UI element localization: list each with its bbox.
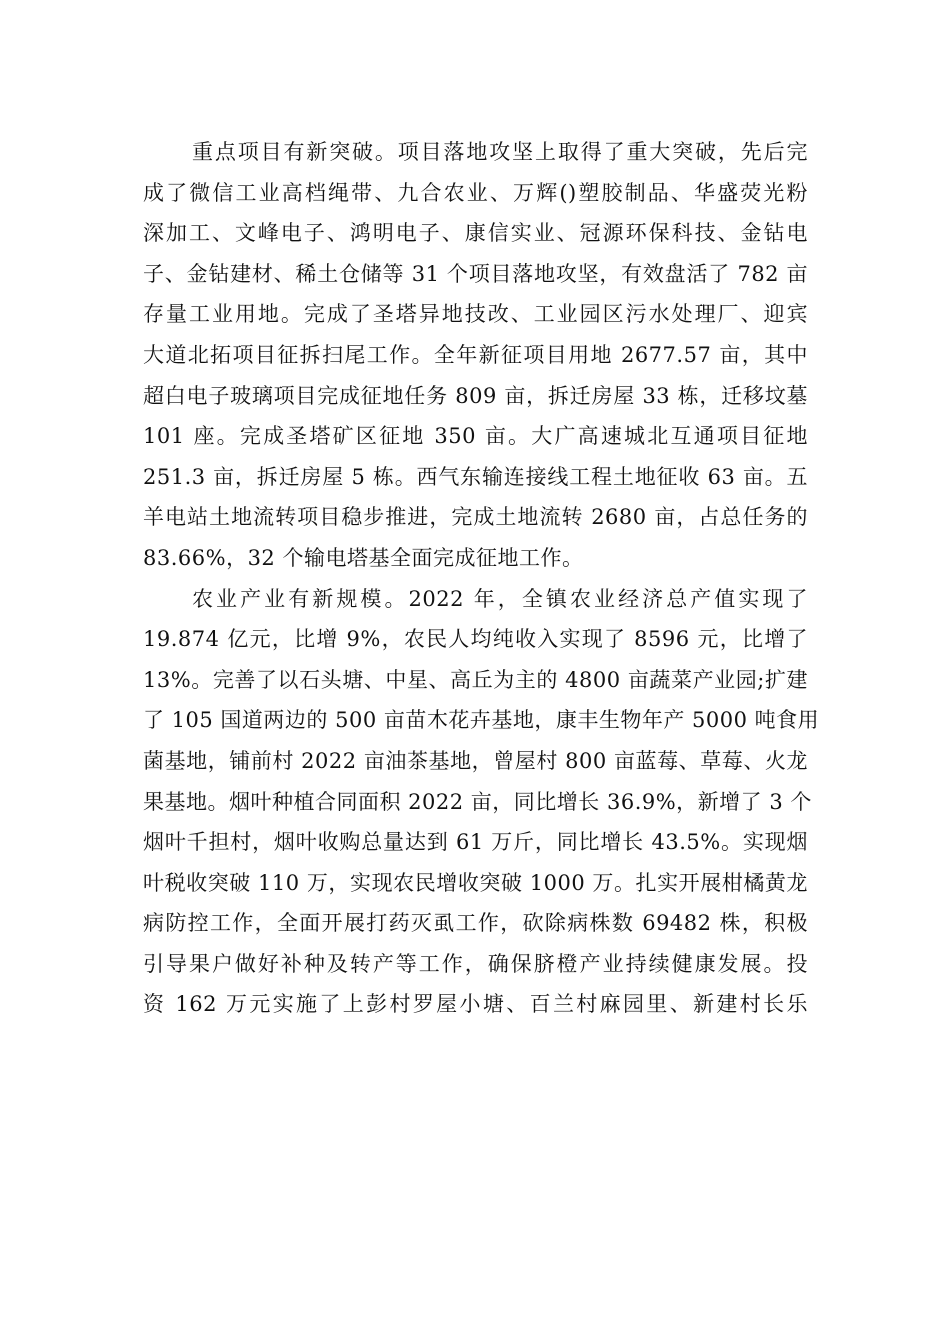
text-line: 83.66%，32 个输电塔基全面完成征地工作。: [143, 545, 584, 570]
text-line: 成了微信工业高档绳带、九合农业、万辉()塑胶制品、华盛荧光粉: [143, 180, 808, 205]
text-line: 叶税收突破 110 万，实现农民增收突破 1000 万。扎实开展柑橘黄龙: [143, 870, 808, 895]
text-line: 子、金钻建材、稀土仓储等 31 个项目落地攻坚，有效盘活了 782 亩: [143, 261, 808, 286]
text-line: 菌基地，铺前村 2022 亩油茶基地，曾屋村 800 亩蓝莓、草莓、火龙: [143, 748, 808, 773]
text-line: 超白电子玻璃项目完成征地任务 809 亩，拆迁房屋 33 栋，迁移坟墓: [143, 383, 808, 408]
text-line: 果基地。烟叶种植合同面积 2022 亩，同比增长 36.9%，新增了 3 个: [143, 789, 812, 814]
text-line: 101 座。完成圣塔矿区征地 350 亩。大广高速城北互通项目征地: [143, 424, 808, 449]
text-line: 病防控工作，全面开展打药灭虱工作，砍除病株数 69482 株，积极: [143, 911, 808, 936]
text-line: 19.874 亿元，比增 9%，农民人均纯收入实现了 8596 元，比增了: [143, 627, 808, 652]
paragraph-agriculture: [143, 579, 820, 1026]
text-line: 了 105 国道两边的 500 亩苗木花卉基地，康丰生物年产 5000 吨食用: [143, 708, 820, 733]
text-line: 13%。完善了以石头塘、中星、高丘为主的 4800 亩蔬菜产业园;扩建: [143, 667, 808, 692]
text-line: 251.3 亩，拆迁房屋 5 栋。西气东输连接线工程土地征收 63 亩。五: [143, 464, 808, 489]
text-line: 农业产业有新规模。2022 年，全镇农业经济总产值实现了: [192, 586, 808, 611]
text-line: 资 162 万元实施了上彭村罗屋小塘、百兰村麻园里、新建村长乐: [143, 992, 808, 1017]
paragraph-key-projects: [143, 132, 808, 579]
text-line: 烟叶千担村，烟叶收购总量达到 61 万斤，同比增长 43.5%。实现烟: [143, 830, 808, 855]
text-line: 重点项目有新突破。项目落地攻坚上取得了重大突破，先后完: [192, 140, 808, 164]
text-line: 引导果户做好补种及转产等工作，确保脐橙产业持续健康发展。投: [143, 951, 808, 976]
text-line: 羊电站土地流转项目稳步推进，完成土地流转 2680 亩，占总任务的: [143, 505, 808, 530]
text-line: 存量工业用地。完成了圣塔异地技改、工业园区污水处理厂、迎宾: [143, 302, 808, 327]
text-line: 大道北拓项目征拆扫尾工作。全年新征项目用地 2677.57 亩，其中: [143, 342, 808, 367]
text-line: 深加工、文峰电子、鸿明电子、康信实业、冠源环保科技、金钻电: [143, 221, 808, 246]
document-body: [143, 132, 820, 1025]
